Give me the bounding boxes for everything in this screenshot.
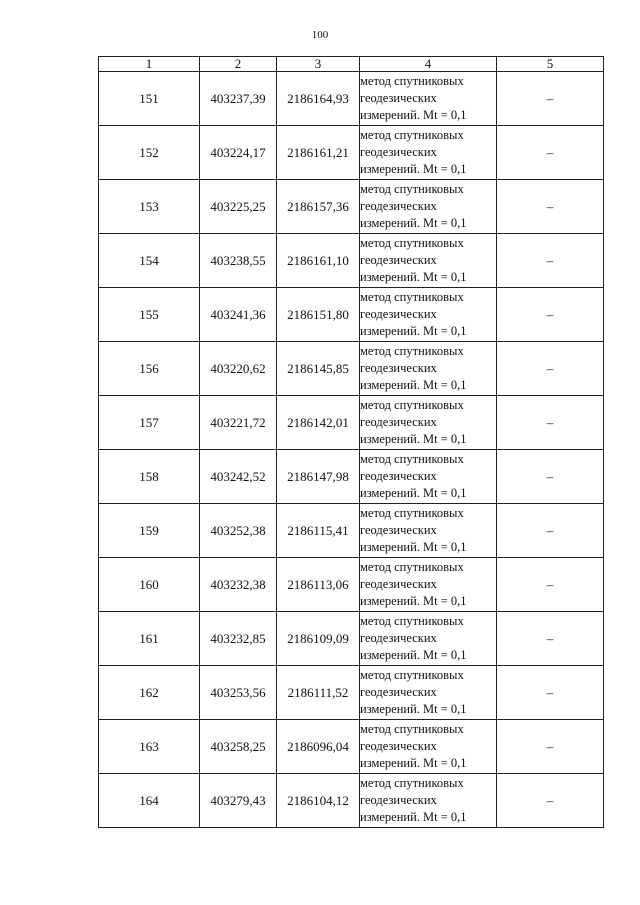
method-line: геодезических (360, 631, 437, 645)
method-line: метод спутниковых (360, 722, 464, 736)
point-number-cell: 159 (99, 504, 200, 558)
note-cell: – (497, 612, 604, 666)
method-line: метод спутниковых (360, 668, 464, 682)
table-row (99, 396, 604, 450)
point-number-cell: 163 (99, 720, 200, 774)
table-row (99, 234, 604, 288)
column-header: 5 (497, 57, 604, 72)
method-line: измерений. Mt = 0,1 (360, 486, 467, 500)
method-cell (360, 342, 497, 396)
method-cell (360, 180, 497, 234)
method-line: геодезических (360, 253, 437, 267)
method-line: измерений. Mt = 0,1 (360, 702, 467, 716)
method-line: метод спутниковых (360, 74, 464, 88)
point-number-cell: 156 (99, 342, 200, 396)
table-row (99, 126, 604, 180)
table-row (99, 504, 604, 558)
point-number-cell: 154 (99, 234, 200, 288)
method-line: геодезических (360, 469, 437, 483)
method-line: геодезических (360, 415, 437, 429)
method-line: метод спутниковых (360, 398, 464, 412)
method-cell (360, 396, 497, 450)
x-coordinate-cell: 403232,85 (200, 612, 277, 666)
method-line: метод спутниковых (360, 236, 464, 250)
table-row (99, 558, 604, 612)
method-line: метод спутниковых (360, 452, 464, 466)
x-coordinate-cell: 403242,52 (200, 450, 277, 504)
point-number-cell: 162 (99, 666, 200, 720)
x-coordinate-cell: 403238,55 (200, 234, 277, 288)
y-coordinate-cell: 2186161,10 (277, 234, 360, 288)
method-line: геодезических (360, 199, 437, 213)
method-line: измерений. Mt = 0,1 (360, 810, 467, 824)
x-coordinate-cell: 403258,25 (200, 720, 277, 774)
method-line: измерений. Mt = 0,1 (360, 162, 467, 176)
note-cell: – (497, 234, 604, 288)
method-line: метод спутниковых (360, 344, 464, 358)
method-line: геодезических (360, 145, 437, 159)
note-cell: – (497, 666, 604, 720)
table-row (99, 450, 604, 504)
column-header: 1 (99, 57, 200, 72)
method-line: измерений. Mt = 0,1 (360, 378, 467, 392)
x-coordinate-cell: 403232,38 (200, 558, 277, 612)
method-cell (360, 666, 497, 720)
note-cell: – (497, 288, 604, 342)
note-cell: – (497, 180, 604, 234)
method-line: геодезических (360, 523, 437, 537)
y-coordinate-cell: 2186147,98 (277, 450, 360, 504)
method-line: измерений. Mt = 0,1 (360, 432, 467, 446)
method-line: геодезических (360, 793, 437, 807)
method-line: измерений. Mt = 0,1 (360, 270, 467, 284)
method-cell (360, 720, 497, 774)
note-cell: – (497, 342, 604, 396)
note-cell: – (497, 720, 604, 774)
table-row (99, 666, 604, 720)
point-number-cell: 153 (99, 180, 200, 234)
y-coordinate-cell: 2186145,85 (277, 342, 360, 396)
method-line: метод спутниковых (360, 290, 464, 304)
table-row (99, 342, 604, 396)
y-coordinate-cell: 2186157,36 (277, 180, 360, 234)
point-number-cell: 161 (99, 612, 200, 666)
method-line: геодезических (360, 685, 437, 699)
table-row (99, 180, 604, 234)
method-cell (360, 504, 497, 558)
note-cell: – (497, 774, 604, 828)
method-line: геодезических (360, 91, 437, 105)
method-cell (360, 774, 497, 828)
y-coordinate-cell: 2186115,41 (277, 504, 360, 558)
method-cell (360, 126, 497, 180)
method-cell (360, 288, 497, 342)
table-header-row (99, 57, 604, 72)
method-line: геодезических (360, 361, 437, 375)
note-cell: – (497, 396, 604, 450)
point-number-cell: 158 (99, 450, 200, 504)
y-coordinate-cell: 2186164,93 (277, 72, 360, 126)
y-coordinate-cell: 2186161,21 (277, 126, 360, 180)
method-line: измерений. Mt = 0,1 (360, 216, 467, 230)
note-cell: – (497, 558, 604, 612)
note-cell: – (497, 126, 604, 180)
x-coordinate-cell: 403221,72 (200, 396, 277, 450)
y-coordinate-cell: 2186142,01 (277, 396, 360, 450)
method-line: метод спутниковых (360, 128, 464, 142)
method-line: метод спутниковых (360, 776, 464, 790)
method-line: измерений. Mt = 0,1 (360, 108, 467, 122)
x-coordinate-cell: 403252,38 (200, 504, 277, 558)
method-line: метод спутниковых (360, 182, 464, 196)
method-cell (360, 72, 497, 126)
point-number-cell: 155 (99, 288, 200, 342)
point-number-cell: 160 (99, 558, 200, 612)
x-coordinate-cell: 403220,62 (200, 342, 277, 396)
x-coordinate-cell: 403224,17 (200, 126, 277, 180)
method-line: измерений. Mt = 0,1 (360, 756, 467, 770)
y-coordinate-cell: 2186113,06 (277, 558, 360, 612)
y-coordinate-cell: 2186104,12 (277, 774, 360, 828)
point-number-cell: 152 (99, 126, 200, 180)
method-line: измерений. Mt = 0,1 (360, 540, 467, 554)
method-cell (360, 450, 497, 504)
table-row (99, 774, 604, 828)
point-number-cell: 151 (99, 72, 200, 126)
note-cell: – (497, 450, 604, 504)
point-number-cell: 164 (99, 774, 200, 828)
method-cell (360, 558, 497, 612)
column-header: 2 (200, 57, 277, 72)
y-coordinate-cell: 2186151,80 (277, 288, 360, 342)
method-line: измерений. Mt = 0,1 (360, 648, 467, 662)
table-row (99, 72, 604, 126)
method-cell (360, 234, 497, 288)
method-line: метод спутниковых (360, 614, 464, 628)
column-header: 4 (360, 57, 497, 72)
note-cell: – (497, 504, 604, 558)
table-body (99, 72, 604, 828)
x-coordinate-cell: 403253,56 (200, 666, 277, 720)
column-header: 3 (277, 57, 360, 72)
page-number: 100 (311, 29, 329, 41)
method-line: геодезических (360, 307, 437, 321)
x-coordinate-cell: 403225,25 (200, 180, 277, 234)
note-cell: – (497, 72, 604, 126)
method-cell (360, 612, 497, 666)
table-row (99, 612, 604, 666)
y-coordinate-cell: 2186109,09 (277, 612, 360, 666)
method-line: геодезических (360, 577, 437, 591)
table-row (99, 720, 604, 774)
x-coordinate-cell: 403279,43 (200, 774, 277, 828)
method-line: геодезических (360, 739, 437, 753)
method-line: метод спутниковых (360, 560, 464, 574)
table-row (99, 288, 604, 342)
method-line: измерений. Mt = 0,1 (360, 324, 467, 338)
point-number-cell: 157 (99, 396, 200, 450)
y-coordinate-cell: 2186096,04 (277, 720, 360, 774)
y-coordinate-cell: 2186111,52 (277, 666, 360, 720)
method-line: измерений. Mt = 0,1 (360, 594, 467, 608)
method-line: метод спутниковых (360, 506, 464, 520)
x-coordinate-cell: 403241,36 (200, 288, 277, 342)
coordinates-table (98, 56, 604, 828)
x-coordinate-cell: 403237,39 (200, 72, 277, 126)
